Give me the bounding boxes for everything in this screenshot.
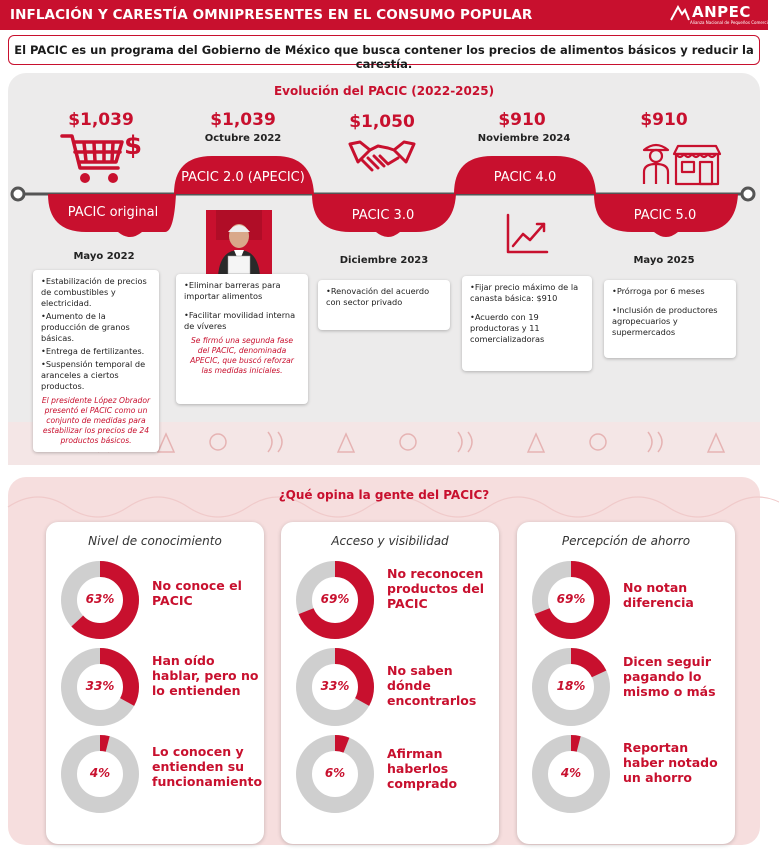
donut-chart <box>60 560 140 640</box>
stage-1-note: El presidente López Obrador presentó el PACIC como un conjunto de medidas para estabilizar los precios de 24 productos básicos. <box>41 396 151 445</box>
donut-chart <box>531 647 611 727</box>
donut-label: Lo conocen y entienden su funcionamiento <box>152 744 263 789</box>
donut-chart <box>295 647 375 727</box>
stage-2-item: •Eliminar barreras para importar alimentos <box>184 280 281 301</box>
stage-4-card <box>462 276 592 371</box>
donut-label: Han oído hablar, pero no lo entienden <box>152 653 259 698</box>
stage-3-item: •Renovación del acuerdo con sector privado <box>326 286 430 307</box>
donut-label: Afirman haberlos comprado <box>387 746 458 791</box>
stage-1-name: PACIC original <box>67 205 159 220</box>
opinion-card-savings <box>517 522 735 844</box>
stage-2-note: Se firmó una segunda fase del PACIC, denominada APECIC, que buscó reforzar las medidas iniciales. <box>190 336 294 375</box>
stage-4-item: •Fijar precio máximo de la canasta básica: $910 <box>470 282 579 303</box>
opinion-card-access <box>281 522 499 844</box>
intro-text: El PACIC es un programa del Gobierno de México que busca contener los precios de alimentos básicos y reducir la carestía. <box>14 43 754 71</box>
stage-1-item: •Aumento de la producción de granos básicas. <box>41 311 130 343</box>
opinion-card-knowledge <box>46 522 264 844</box>
stage-2-price: $1,039 <box>210 110 276 130</box>
page-title: INFLACIÓN Y CARESTÍA OMNIPRESENTES EN EL CONSUMO POPULAR <box>10 7 533 23</box>
donut-label: Reportan haber notado un ahorro <box>623 740 718 785</box>
stage-5-price: $910 <box>640 110 688 130</box>
stage-5-card <box>604 280 736 358</box>
stage-3-price: $1,050 <box>349 112 415 132</box>
stage-3-name: PACIC 3.0 <box>351 208 415 223</box>
stage-3-date: Diciembre 2023 <box>339 255 429 266</box>
donut-percent: 63% <box>85 592 115 606</box>
donut-label: No notan diferencia <box>623 580 694 610</box>
donut-chart <box>60 647 140 727</box>
stage-5-item: •Prórroga por 6 meses <box>612 286 705 296</box>
stage-4-name: PACIC 4.0 <box>493 170 557 185</box>
donut-chart <box>531 560 611 640</box>
opinion-title: ¿Qué opina la gente del PACIC? <box>278 488 490 502</box>
stage-1-item: •Suspensión temporal de aranceles a ciertos productos. <box>41 359 146 391</box>
trend-up-icon <box>505 212 549 256</box>
donut-label: No conoce el PACIC <box>152 578 242 608</box>
stage-1-item: •Estabilización de precios de combustibles y electricidad. <box>41 276 147 308</box>
stage-5-date: Mayo 2025 <box>633 255 695 266</box>
timeline-title: Evolución del PACIC (2022-2025) <box>273 84 495 98</box>
stage-5-item: •Inclusión de productores agropecuarios y supermercados <box>612 305 718 337</box>
logo-subtext: Alianza Nacional de Pequeños Comerciantes <box>690 20 779 25</box>
donut-chart <box>295 734 375 814</box>
stage-4-date: Noviembre 2024 <box>477 133 571 144</box>
stage-1-card <box>33 270 159 452</box>
donut-percent: 69% <box>556 592 586 606</box>
stage-1-date: Mayo 2022 <box>73 251 135 262</box>
stage-1-item: •Entrega de fertilizantes. <box>41 346 145 356</box>
stage-2-card <box>176 274 308 404</box>
handshake-icon <box>348 136 416 180</box>
svg-text:$: $ <box>124 131 143 161</box>
donut-chart <box>60 734 140 814</box>
opinion-card-heading: Percepción de ahorro <box>561 534 691 548</box>
stage-1-price: $1,039 <box>68 110 134 130</box>
opinion-card-heading: Acceso y visibilidad <box>331 534 449 548</box>
shopping-cart-icon <box>60 130 144 188</box>
donut-chart <box>531 734 611 814</box>
donut-label: No saben dónde encontrarlos <box>387 663 477 708</box>
opinion-card-heading: Nivel de conocimiento <box>88 534 222 548</box>
stage-2-item: •Facilitar movilidad interna de víveres <box>184 310 296 331</box>
donut-chart <box>295 560 375 640</box>
stage-2-date: Octubre 2022 <box>204 133 282 144</box>
donut-percent: 18% <box>556 679 586 693</box>
donut-percent: 4% <box>560 766 582 780</box>
stage-2-name: PACIC 2.0 (APECIC) <box>181 170 305 185</box>
stage-5-name: PACIC 5.0 <box>633 208 697 223</box>
stage-4-item: •Acuerdo con 19 productoras y 11 comercializadoras <box>470 312 545 344</box>
logo-text: ANPEC <box>692 3 751 21</box>
donut-percent: 33% <box>85 679 115 693</box>
donut-percent: 4% <box>89 766 111 780</box>
donut-percent: 33% <box>320 679 350 693</box>
stage-4-price: $910 <box>498 110 546 130</box>
donut-percent: 6% <box>324 766 346 780</box>
donut-percent: 69% <box>320 592 350 606</box>
donut-label: Dicen seguir pagando lo mismo o más <box>623 654 716 699</box>
farmer-store-icon <box>640 138 722 186</box>
stage-3-card <box>318 280 450 330</box>
donut-label: No reconocen productos del PACIC <box>387 566 485 611</box>
president-photo <box>206 210 272 276</box>
